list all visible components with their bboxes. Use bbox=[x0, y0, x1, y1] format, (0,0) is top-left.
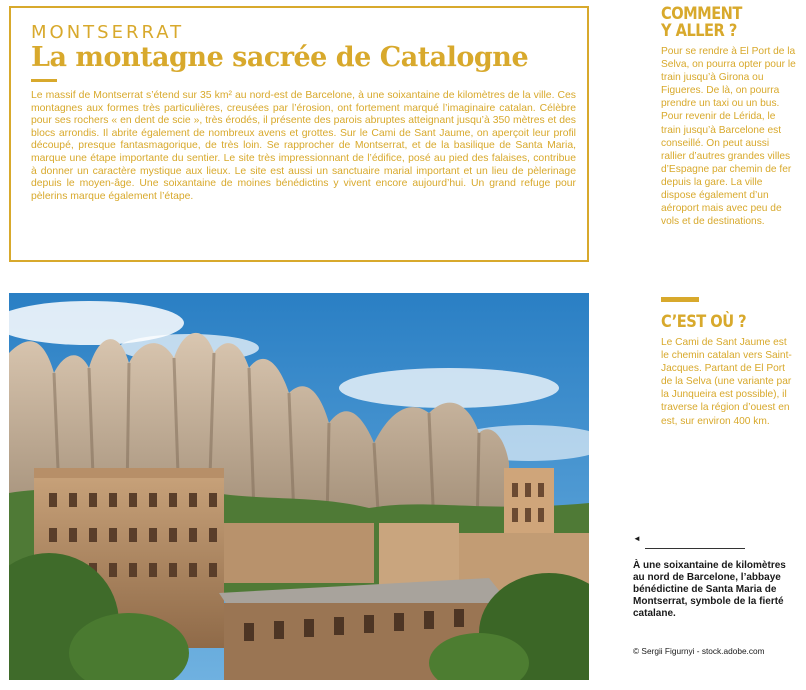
how-to-get-there-title-line2: Y ALLER ? bbox=[661, 21, 737, 41]
where-title: C’EST OÙ ? bbox=[661, 312, 747, 332]
article-box bbox=[9, 6, 589, 262]
caption-rule bbox=[645, 548, 745, 549]
sidebar-how-to-get-there bbox=[661, 6, 796, 228]
how-to-get-there-title bbox=[661, 6, 777, 40]
photo-credit: © Sergii Figurnyi - stock.adobe.com bbox=[633, 646, 765, 656]
caption-arrow-icon: ◄ bbox=[633, 534, 641, 543]
article-body: Le massif de Montserrat s’étend sur 35 km² au nord-est de Barcelone, à une soixantaine de kilomètres de la ville. Ces montagnes aux formes très particulières, creusées par l’érosion, ont fortement marqué l’imaginaire catalan. Célèbre pour ses rochers « en dent de scie », très érodés, il présente des parois abruptes atteignant jusqu’à 350 mètres et des blocs arrondis. Il abrite également de nombreux avens et grottes. Sur le Cami de Sant Jaume, on aperçoit leur profil découpé, presque fantasmagorique, de très loin. Se rapprocher de Montserrat, et de la basilique de Santa Maria, marque une étape importante du sentier. Le site très impressionnant de l’édifice, posé au pied des falaises, contribue à donner un caractère mystique aux lieux. Le site est aussi un sanctuaire marial important et un lieu de pèlerinage depuis le moyen-âge. Une soixantaine de moines bénédictins y vivent encore aujourd’hui. Un grand refuge pour pèlerins marque également l’étape. bbox=[31, 90, 576, 202]
how-to-get-there-text: Pour se rendre à El Port de la Selva, on pourra opter pour le train jusqu’à Girona ou Figueres. De là, on pourra prendre un taxi ou un bus. Pour revenir de Lérida, le train jusqu’à Barcelone est conseillé. On peut aussi rallier d’autres grandes villes d’Espagne par chemin de fer depuis la gare. La ville dispose également d’un aéroport mais avec peu de vols et de destinations. bbox=[661, 46, 796, 228]
how-to-get-there-title-line1: COMMENT bbox=[661, 4, 742, 24]
sidebar-where bbox=[661, 314, 796, 428]
article-title: La montagne sacrée de Catalogne bbox=[31, 42, 529, 73]
article-kicker: MONTSERRAT bbox=[31, 22, 185, 43]
montserrat-photo bbox=[9, 293, 589, 680]
title-underline bbox=[31, 79, 57, 82]
caption-text: À une soixantaine de kilomètres au nord de Barcelone, l’abbaye bénédictine de Santa Maria de Montserrat, symbole de la fierté catalane. bbox=[633, 560, 786, 619]
where-text: Le Cami de Sant Jaume est le chemin catalan vers Saint-Jacques. Partant de El Port de la Selva (une variante par la Junqueira est possible), il traverse la région d’ouest en est, sur environ 400 km. bbox=[661, 337, 792, 427]
where-section-rule bbox=[661, 297, 699, 302]
